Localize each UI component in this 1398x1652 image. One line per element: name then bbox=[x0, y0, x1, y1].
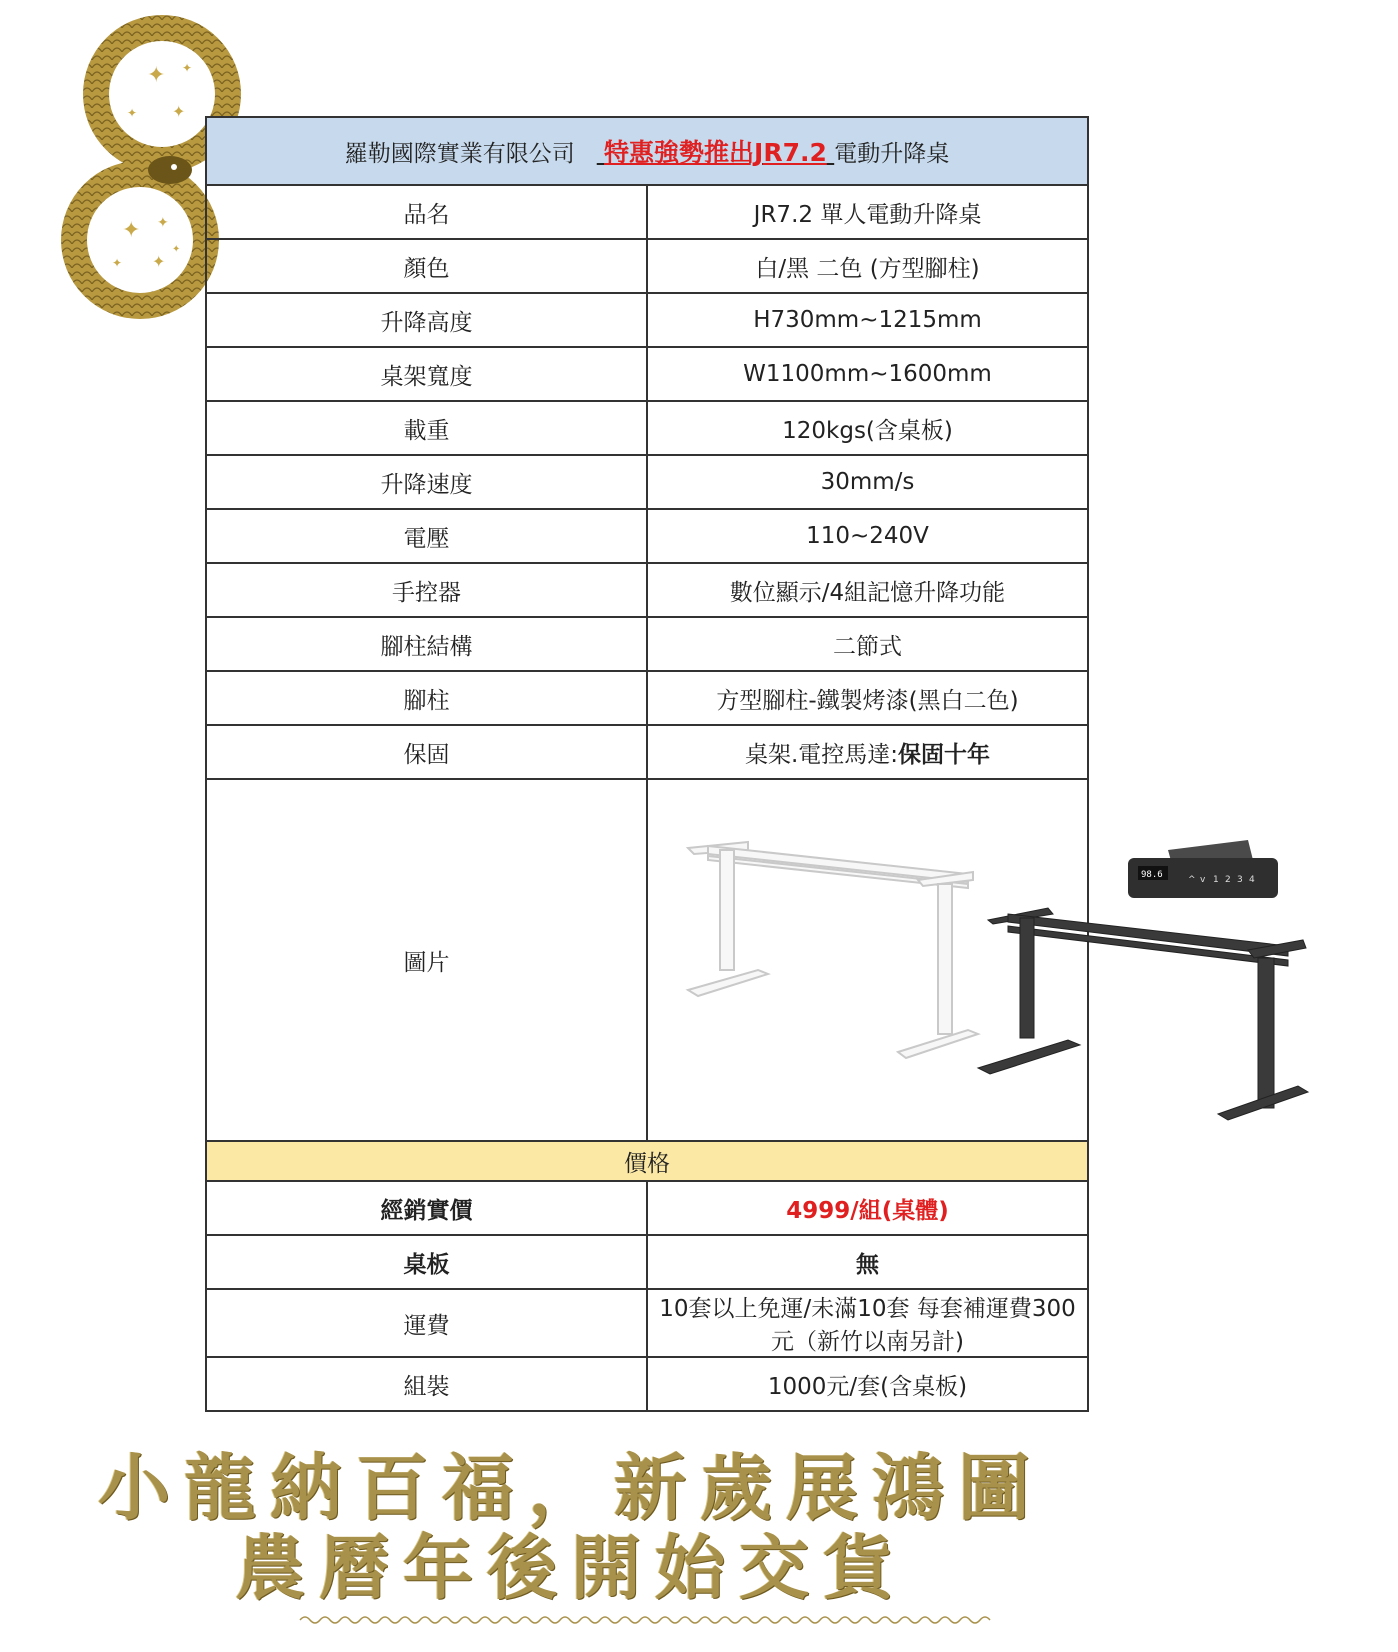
spec-value: 30mm/s bbox=[647, 455, 1088, 509]
spec-label: 品名 bbox=[206, 185, 647, 239]
controller-button-2: 2 bbox=[1225, 875, 1231, 885]
price-label: 桌板 bbox=[206, 1235, 647, 1289]
price-label: 組裝 bbox=[206, 1357, 647, 1411]
assembly-fee: 1000元/套(含桌板) bbox=[647, 1357, 1088, 1411]
black-desk-frame bbox=[978, 908, 1308, 1120]
price-row bbox=[206, 1289, 1088, 1357]
spec-row bbox=[206, 725, 1088, 779]
svg-text:✦: ✦ bbox=[182, 61, 193, 75]
controller-button-down: v bbox=[1200, 875, 1206, 885]
svg-text:✦: ✦ bbox=[152, 252, 166, 271]
desk-frames-image bbox=[648, 790, 1398, 1130]
price-label: 運費 bbox=[206, 1289, 647, 1357]
hand-controller bbox=[1128, 840, 1278, 898]
spec-label: 腳柱 bbox=[206, 671, 647, 725]
warranty-prefix: 桌架.電控馬達: bbox=[744, 741, 899, 768]
svg-text:✦: ✦ bbox=[147, 63, 166, 88]
spec-label: 載重 bbox=[206, 401, 647, 455]
spec-label: 桌架寬度 bbox=[206, 347, 647, 401]
spec-row bbox=[206, 293, 1088, 347]
controller-button-1: 1 bbox=[1213, 875, 1219, 885]
warranty-term: 保固十年 bbox=[898, 741, 991, 768]
spec-value: 數位顯示/4組記憶升降功能 bbox=[647, 563, 1088, 617]
price-heading: 價格 bbox=[206, 1141, 1088, 1181]
spec-value: 白/黑 二色 (方型腳柱) bbox=[647, 239, 1088, 293]
spec-label: 電壓 bbox=[206, 509, 647, 563]
controller-button-4: 4 bbox=[1249, 875, 1255, 885]
spec-table bbox=[205, 116, 1255, 1412]
photo-row bbox=[206, 779, 1088, 1141]
spec-value: H730mm~1215mm bbox=[647, 293, 1088, 347]
desktop-board: 無 bbox=[647, 1235, 1088, 1289]
price-label: 經銷實價 bbox=[206, 1181, 647, 1235]
promo-text: 特惠強勢推出JR7.2 bbox=[604, 138, 827, 167]
svg-text:✦: ✦ bbox=[112, 256, 123, 270]
product-type: 電動升降桌 bbox=[834, 141, 950, 167]
spec-value: 120kgs(含桌板) bbox=[647, 401, 1088, 455]
spec-row bbox=[206, 509, 1088, 563]
price-row bbox=[206, 1181, 1088, 1235]
spec-row bbox=[206, 239, 1088, 293]
controller-display-readout: 98.6 bbox=[1141, 870, 1163, 880]
spec-label: 腳柱結構 bbox=[206, 617, 647, 671]
spec-row bbox=[206, 401, 1088, 455]
photo-label: 圖片 bbox=[206, 779, 647, 1141]
svg-text:✦: ✦ bbox=[172, 102, 186, 121]
spec-value: 二節式 bbox=[647, 617, 1088, 671]
spec-label: 顏色 bbox=[206, 239, 647, 293]
price-row bbox=[206, 1235, 1088, 1289]
price-heading-row bbox=[206, 1141, 1088, 1181]
spec-value: 方型腳柱-鐵製烤漆(黑白二色) bbox=[647, 671, 1088, 725]
svg-text:✦: ✦ bbox=[172, 244, 181, 255]
spec-value bbox=[647, 725, 1088, 779]
slogan-line-1: 小龍納百福，新歲展鴻圖 bbox=[97, 1445, 1044, 1530]
slogan-line-2: 農曆年後開始交貨 bbox=[235, 1526, 907, 1609]
spec-label: 升降速度 bbox=[206, 455, 647, 509]
spec-row bbox=[206, 671, 1088, 725]
svg-text:✦: ✦ bbox=[157, 215, 169, 231]
spec-row bbox=[206, 455, 1088, 509]
spec-value: JR7.2 單人電動升降桌 bbox=[647, 185, 1088, 239]
shipping-fee: 10套以上免運/未滿10套 每套補運費300元（新竹以南另計) bbox=[647, 1289, 1088, 1357]
spec-row bbox=[206, 563, 1088, 617]
spec-label: 保固 bbox=[206, 725, 647, 779]
spec-value: 110~240V bbox=[647, 509, 1088, 563]
svg-text:✦: ✦ bbox=[127, 106, 138, 120]
spec-row bbox=[206, 617, 1088, 671]
wave-divider bbox=[300, 1614, 990, 1626]
header-cell bbox=[206, 117, 1088, 185]
spec-label: 手控器 bbox=[206, 563, 647, 617]
white-desk-frame bbox=[688, 842, 978, 1058]
controller-button-up: ^ bbox=[1188, 875, 1196, 885]
spec-row bbox=[206, 347, 1088, 401]
photo-cell bbox=[647, 779, 1255, 1141]
spec-value: W1100mm~1600mm bbox=[647, 347, 1088, 401]
table-header-row bbox=[206, 117, 1088, 185]
company-name: 羅勒國際實業有限公司 bbox=[344, 141, 575, 167]
price-row bbox=[206, 1357, 1088, 1411]
svg-text:✦: ✦ bbox=[122, 218, 141, 243]
spec-row bbox=[206, 185, 1088, 239]
dealer-price: 4999/組(桌體) bbox=[647, 1181, 1088, 1235]
controller-button-3: 3 bbox=[1237, 875, 1243, 885]
spec-label: 升降高度 bbox=[206, 293, 647, 347]
